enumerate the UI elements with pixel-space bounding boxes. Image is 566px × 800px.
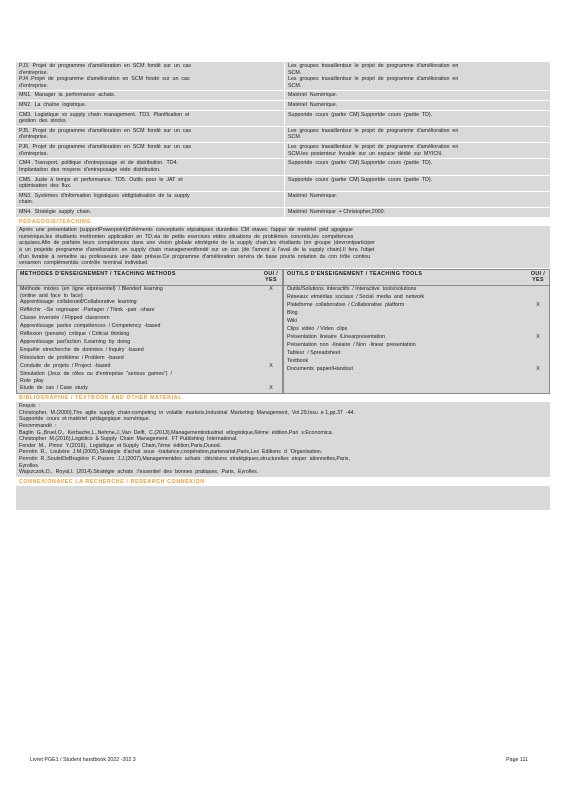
research-connexion-heading: CONNEXIONAVEC LA RECHERCHE / RESEARCH CONNEXION (16, 478, 550, 487)
session-text: MN4. Stratégie supply chain. (19, 208, 92, 215)
bibliography-line: Christopher M.(2016),Logistics & Supply Chain Management. FT Publishing International. (19, 436, 238, 443)
method-row-text: Apprentissage parles compétences / Competency -based (20, 323, 161, 330)
session-cell (16, 62, 285, 90)
method-row-label (20, 363, 110, 371)
yes-mark (530, 318, 546, 326)
yes-mark: X (536, 334, 540, 341)
yes-mark (263, 315, 279, 323)
methods-section (16, 269, 550, 394)
schedule-row (16, 91, 550, 101)
method-row-text: Role play (20, 377, 44, 384)
tool-row-label (287, 358, 308, 366)
session-text: CM3. Logistique vs supply chain management. TD3. Planification et (19, 111, 190, 118)
session-cell (16, 192, 285, 207)
session-text: PJ5. Projet de programme d'amélioration en SCM fondé sur un cas (19, 127, 192, 134)
session-cell (16, 159, 285, 174)
resource-text: Les groupes travaillentsur le projet de programme d'amélioration en (288, 127, 459, 134)
bibliography-line: Supportde cours et matériel pédagogique numérique. (19, 416, 151, 423)
method-row (17, 347, 282, 355)
yes-mark (263, 347, 279, 355)
pedagogie-line: à un projetde programme d'amélioration en supply chain managementfondé sur un cas (de l'amont à l'aval de la supply chain).Il fera l'objet (19, 247, 375, 254)
resource-cell (285, 159, 550, 174)
method-row-text: Etude de cas / Case study (20, 384, 88, 391)
method-row (17, 286, 282, 299)
method-row-label (20, 299, 137, 307)
method-row-text: Réfléchir –Se regrouper -Partager / Think -pair -share (20, 307, 155, 314)
method-row-label (20, 347, 144, 355)
teaching-methods-yes-header: OUI / YES (263, 270, 279, 284)
method-row (17, 323, 282, 331)
teaching-methods-title: METHODES D'ENSEIGNEMENT / TEACHING METHODS (20, 270, 176, 277)
tool-row (284, 342, 549, 350)
yes-mark (263, 339, 279, 347)
session-text: PJ3. Projet de programme d'amélioration en SCM fondé sur un cas (19, 63, 192, 69)
resource-text: Matériel Numérique. (288, 92, 338, 99)
method-row-label (20, 355, 124, 363)
schedule-row (16, 176, 550, 192)
tool-row (284, 318, 549, 326)
research-connexion-box (16, 486, 550, 510)
session-text: Implantation des moyens d'entreposage etde distribution. (19, 166, 161, 173)
tool-row-label (287, 286, 416, 294)
session-text: gestion des stocks. (19, 118, 67, 125)
resource-text: Les groupes travaillentsur le projet de programme d'amélioration en (288, 144, 459, 151)
page-content (16, 62, 550, 510)
schedule-row (16, 143, 550, 159)
schedule-table (16, 62, 550, 218)
yes-mark: X (269, 363, 273, 370)
tool-row (284, 366, 549, 374)
session-text: optimisation des flux. (19, 183, 72, 190)
session-text: chain. (19, 199, 34, 206)
method-row-text: Apprentissage collaboratif/Collaborative learning (20, 299, 137, 306)
pedagogie-heading: PEDAGOGIE/TEACHING (16, 218, 550, 227)
method-row-label (20, 371, 172, 384)
session-cell (16, 176, 285, 191)
session-cell (16, 111, 285, 126)
method-row-text: (online and face to face) (20, 292, 83, 299)
schedule-row (16, 159, 550, 175)
session-text: PJ6. Projet de programme d'amélioration en SCM fondé sur un cas (19, 144, 192, 151)
yes-mark: X (536, 302, 540, 309)
method-row-label (20, 323, 160, 331)
tool-row (284, 294, 549, 302)
resource-text: SCM. (288, 82, 302, 89)
session-cell (16, 101, 285, 110)
pedagogie-line: Après une présentation (supportPowerpoint)d'éléments conceptuels etpratiques durantles CM etavec l'appui de matériel péd agogique (19, 227, 353, 234)
resource-text: Supportde cours (partie CM).Supportde cours (partie TD). (288, 111, 433, 118)
session-text: MN3. Systèmes d'information logistiques etdigitalisation de la supply (19, 192, 190, 199)
resource-text: Les groupes travaillentsur le projet de programme d'amélioration en (288, 76, 459, 83)
teaching-tools-yes-header: OUI / YES (530, 270, 546, 284)
tool-row-text: Blog (287, 310, 298, 317)
resource-text: Les groupes travaillentsur le projet de programme d'amélioration en (288, 63, 459, 69)
tool-row (284, 334, 549, 342)
pedagogie-line: venanten complémentdu contrôle terminal individuel. (19, 260, 149, 267)
tool-row-label (287, 350, 340, 358)
method-row (17, 385, 282, 393)
teaching-methods-header (17, 270, 282, 286)
resource-cell (285, 176, 550, 191)
yes-mark (530, 294, 546, 302)
tool-row-text: Wiki (287, 318, 298, 325)
tool-row-text: Outils/Solutions interactifs / Interactive tools/solutions (287, 286, 417, 293)
bibliography-text (16, 402, 550, 478)
page-footer (30, 757, 528, 764)
method-row-text: Conduite de projets / Project -based (20, 363, 111, 370)
method-row-text: Simulation (Jeux de rôles ou d'entreprise "serious games") / (20, 371, 172, 378)
resource-cell (285, 111, 550, 126)
session-cell (16, 127, 285, 142)
bibliography-line: Perrotin R., Loubère J.M.(2005),Stratégie d'achat sous -traitance,coopération,partenariat,Paris,Les Editions d 'Organisation. (19, 449, 323, 456)
yes-mark (263, 323, 279, 331)
footer-page-number: Page 111 (506, 757, 528, 763)
tool-row (284, 350, 549, 358)
method-row-label (20, 339, 130, 347)
tool-row-text: Tableur / Spreadsheet (287, 350, 341, 357)
resource-cell (285, 91, 550, 100)
bibliography-line: Christopher, M.(2000),The agile supply chain:competing in volatile markets,Industrial Marketing Management, Vol.29,Issu e 1,pp.37 -44. (19, 409, 355, 416)
bibliography-heading: BIBLIOGRAPHIE / TEXTBOOK AND OTHER MATERIAL (16, 394, 550, 403)
yes-mark (263, 307, 279, 315)
tool-row-text: Réseaux etmédias sociaux / Social media and network (287, 294, 425, 301)
method-row (17, 331, 282, 339)
resource-cell (285, 101, 550, 110)
resource-text: Matériel Numérique. (288, 102, 338, 109)
yes-mark (530, 326, 546, 334)
method-row (17, 339, 282, 347)
resource-text: SCM.les postenteur livrable sur un espace dédié sur MYICN. (288, 150, 443, 157)
tool-row-label (287, 294, 424, 302)
method-row-text: Apprentissage parl'action /Learning by doing (20, 339, 131, 346)
tool-row-text: Plateforme collaborative / Collaborative platform (287, 302, 405, 309)
bibliography-line: Perrotin R.,SouletDeBrugière F.,Pasero J.J.(2007),Managementdes achats :décisions stratégiques,structurelles etoper ationnelles,Paris, (19, 455, 350, 462)
teaching-tools-title: OUTILS D'ENSEIGNEMENT / TEACHING TOOLS (287, 270, 423, 277)
method-row-text: Classe inversée / Flipped classroom (20, 315, 110, 322)
teaching-tools-table (283, 269, 550, 394)
schedule-row (16, 208, 550, 218)
bibliography-line: Baglin G.,Bruel,O., Kerbache,L.,Nehme,J.,Van Delft, C.(2013),Managementindustriel etlogistique,6ième édition,Pari s:Economica. (19, 429, 334, 436)
yes-mark (530, 342, 546, 350)
method-row-label (20, 385, 88, 393)
yes-mark (530, 286, 546, 294)
tool-row-label (287, 334, 385, 342)
pedagogie-line: d'un livrable à remettre au professeurà une date prévue.Ce programme d'amélioration servira de base pourla notation du con trôle continu (19, 253, 371, 260)
session-cell (16, 91, 285, 100)
schedule-row (16, 127, 550, 143)
resource-text: Supportde cours (partie CM).Supportde cours (partie TD). (288, 176, 433, 183)
tool-row-text: Documents papier/Handout (287, 366, 353, 373)
session-cell (16, 208, 285, 217)
yes-mark (530, 350, 546, 358)
tool-row (284, 326, 549, 334)
schedule-row (16, 62, 550, 91)
yes-mark (530, 310, 546, 318)
resource-text: Matériel Numérique. (288, 192, 338, 199)
tool-row (284, 286, 549, 294)
tool-row-text: Clips vidéo / Video clips (287, 326, 348, 333)
yes-mark: X (536, 366, 540, 373)
tool-row-label (287, 366, 353, 374)
tool-row-text: Présentation linéaire /Linearpresentation (287, 334, 386, 341)
method-row-label (20, 331, 129, 339)
resource-text: SCM. (288, 69, 302, 76)
session-text: MN2. La chaîne logistique. (19, 102, 87, 109)
tool-row-label (287, 342, 416, 350)
pedagogie-text (16, 226, 550, 269)
tool-row (284, 302, 549, 310)
session-cell (16, 143, 285, 158)
bibliography-line: Fender M., Pimor Y.(2016), Logistique et Supply Chain,7ème édition,Paris,Dunod. (19, 442, 222, 449)
footer-handbook-label: Livret PGE1 / Student handbook 2022 -202 3 (30, 757, 136, 763)
session-text: PJ4 .Projet de programme d'amélioration en SCM fondé sur un cas (19, 76, 190, 83)
tool-row-label (287, 302, 404, 310)
method-row (17, 307, 282, 315)
session-text: d'entreprise. (19, 150, 48, 157)
resource-text: SCM. (288, 134, 302, 141)
method-row (17, 299, 282, 307)
session-text: MN1. Manager la performance achats. (19, 92, 116, 99)
resource-text: Supportde cours (partie CM).Supportde cours (partie TD). (288, 160, 433, 167)
teaching-methods-table (16, 269, 283, 394)
method-row-text: Méthode mixtes (en ligne etprésentiel) / Blended learning (20, 286, 163, 293)
resource-cell (285, 127, 550, 142)
tool-row-text: Textbook (287, 358, 309, 365)
pedagogie-line: acquises.Afin de parfaire leurs compétences dans une vision globale etintégrée de la supply chain,les étudiants (en groupe )devrontparticiper (19, 240, 375, 247)
schedule-row (16, 101, 550, 111)
tool-row (284, 310, 549, 318)
tool-row-label (287, 310, 298, 318)
resource-cell (285, 62, 550, 90)
method-row (17, 371, 282, 384)
method-row (17, 315, 282, 323)
resource-text: Matériel Numérique + Christopher,2000. (288, 208, 386, 215)
yes-mark: X (269, 286, 273, 293)
teaching-tools-header (284, 270, 549, 286)
bibliography-line: Eyrolles. (19, 462, 40, 469)
bibliography-line: Requis : (19, 403, 40, 410)
schedule-row (16, 192, 550, 208)
method-row-text: Résolution de problème / Problem -based (20, 355, 124, 362)
session-text: d'entreprise. (19, 134, 48, 141)
method-row-label (20, 286, 163, 299)
tool-row (284, 358, 549, 366)
bibliography-line: Recommandé : (19, 422, 57, 429)
method-row-text: Réflexion (pensée) critique / Critical thinking (20, 331, 130, 338)
session-text: CM4 . Transport, politique d'entreposage et de distribution. TD4. (19, 160, 179, 167)
tool-row-text: Présentation non -linéaire / Non -linear presentation (287, 342, 416, 349)
method-row-label (20, 315, 110, 323)
yes-mark (263, 299, 279, 307)
tool-row-label (287, 318, 297, 326)
session-text: d'entreprise. (19, 69, 48, 76)
method-row (17, 363, 282, 371)
resource-cell (285, 192, 550, 207)
method-row-text: Enquête etrecherche de données / Inquiry -based (20, 347, 144, 354)
yes-mark (263, 331, 279, 339)
yes-mark: X (269, 384, 273, 391)
session-text: d'entreprise. (19, 82, 48, 89)
method-row-label (20, 307, 154, 315)
yes-mark (263, 371, 279, 384)
resource-cell (285, 143, 550, 158)
schedule-row (16, 111, 550, 127)
method-row (17, 355, 282, 363)
yes-mark (530, 358, 546, 366)
tool-row-label (287, 326, 347, 334)
pedagogie-line: numérique,les étudiants mettronten application en TD,via de petits exercices etdes situations de problèmes concrets,les compétences (19, 233, 354, 240)
bibliography-line: Wajszczok,O., Royal,I. (2014).Stratégie achats :l'essentiel des bonnes pratiques, Paris, Eyrolles. (19, 469, 259, 476)
yes-mark (263, 355, 279, 363)
resource-cell (285, 208, 550, 217)
session-text: CM5. Juste à temps et performance. TD5. Outils pour le JAT et (19, 176, 183, 183)
